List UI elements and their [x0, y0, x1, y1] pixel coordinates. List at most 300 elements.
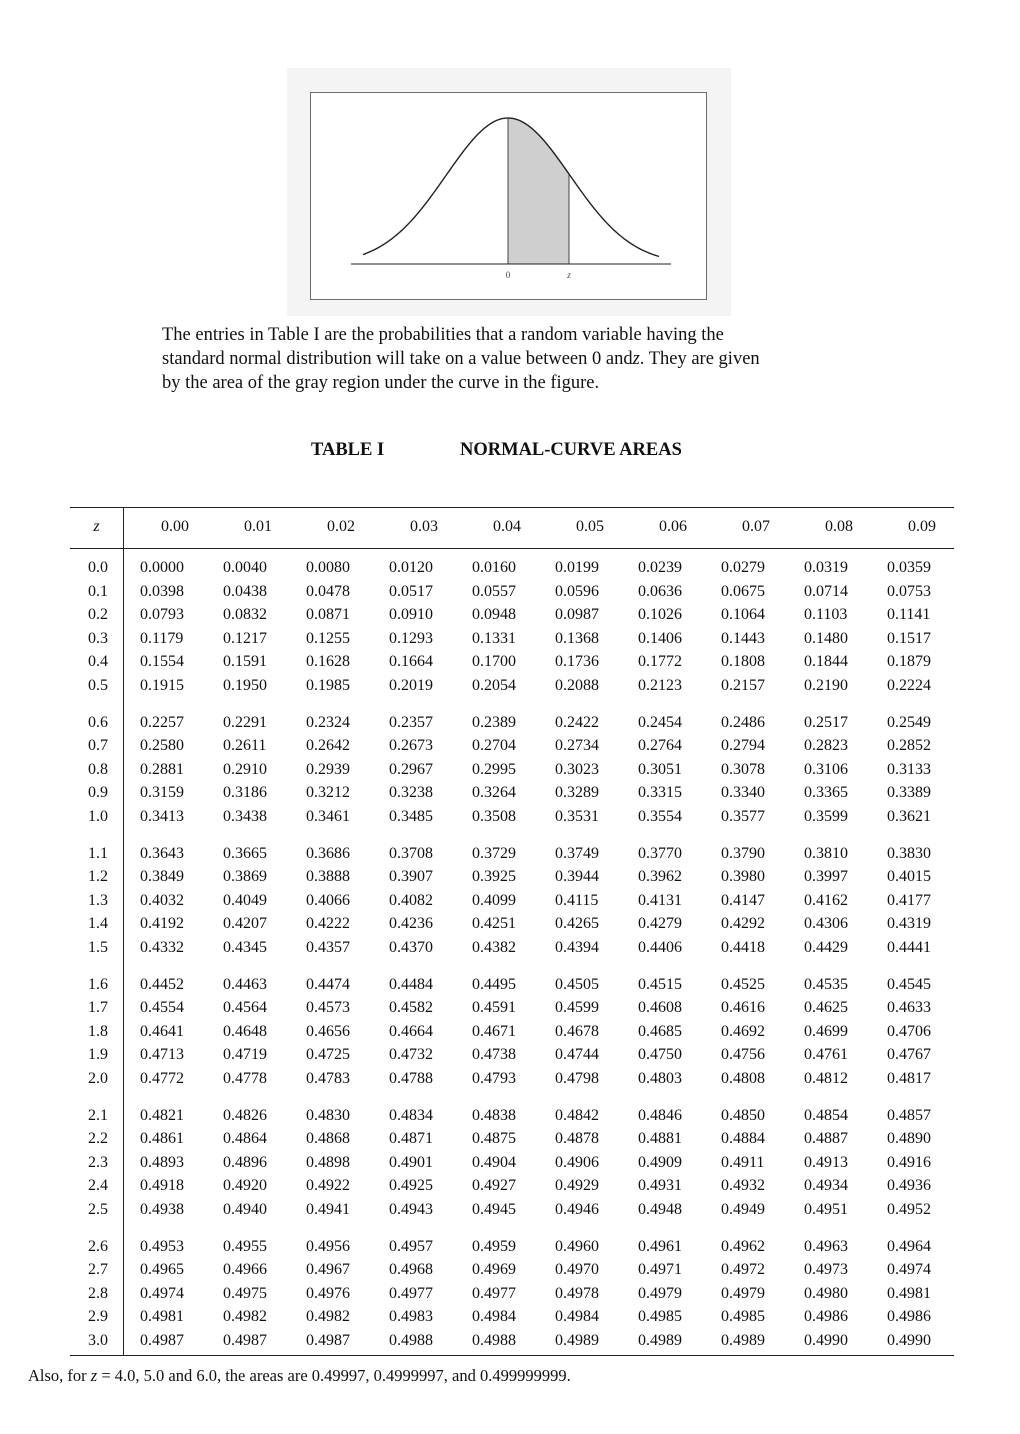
table-cell: 0.3340 — [721, 784, 765, 801]
table-cell: 0.2054 — [472, 676, 516, 694]
table-cell: 0.4664 — [389, 1022, 433, 1040]
row-z-value: 1.5 — [88, 938, 108, 956]
row-z-value: 0.1 — [88, 582, 108, 600]
table-cell: 0.3106 — [804, 760, 848, 778]
table-cell: 0.2910 — [223, 760, 267, 778]
table-cell: 0.4332 — [140, 938, 184, 956]
table-cell: 0.4750 — [638, 1046, 682, 1063]
table-cell: 0.4671 — [472, 1022, 516, 1040]
table-cell: 0.4812 — [804, 1069, 848, 1087]
table-cell: 0.4370 — [389, 938, 433, 956]
row-z-value: 0.7 — [88, 737, 108, 754]
table-cell: 0.1255 — [306, 629, 350, 647]
table-cell: 0.4778 — [223, 1069, 267, 1087]
table-cell: 0.4960 — [555, 1237, 599, 1255]
table-cell: 0.0398 — [140, 582, 184, 600]
table-cell: 0.2389 — [472, 713, 516, 731]
table-cell: 0.3051 — [638, 760, 682, 778]
row-z-value: 0.6 — [88, 713, 108, 731]
table-cell: 0.4692 — [721, 1022, 765, 1040]
table-cell: 0.3212 — [306, 784, 350, 801]
table-cell: 0.1026 — [638, 606, 682, 623]
table-cell: 0.1844 — [804, 653, 848, 670]
row-z-value: 3.0 — [88, 1331, 108, 1349]
table-cell: 0.4713 — [140, 1046, 184, 1063]
table-cell: 0.4970 — [555, 1261, 599, 1278]
table-cell: 0.0040 — [223, 559, 267, 576]
table-cell: 0.4922 — [306, 1177, 350, 1194]
table-cell: 0.0948 — [472, 606, 516, 623]
table-bottom-rule — [70, 1355, 954, 1356]
table-cell: 0.4901 — [389, 1153, 433, 1171]
table-cell: 0.4987 — [140, 1331, 184, 1349]
table-cell: 0.2088 — [555, 676, 599, 694]
table-cell: 0.2852 — [887, 737, 931, 754]
table-cell: 0.1700 — [472, 653, 516, 670]
table-cell: 0.4978 — [555, 1284, 599, 1302]
table-cell: 0.4861 — [140, 1130, 184, 1147]
table-cell: 0.0199 — [555, 559, 599, 576]
table-cell: 0.0000 — [140, 559, 184, 576]
table-cell: 0.4918 — [140, 1177, 184, 1194]
table-cell: 0.4279 — [638, 915, 682, 932]
table-cell: 0.4525 — [721, 975, 765, 993]
table-cell: 0.4793 — [472, 1069, 516, 1087]
table-cell: 0.4989 — [555, 1331, 599, 1349]
table-cell: 0.1879 — [887, 653, 931, 670]
table-cell: 0.4965 — [140, 1261, 184, 1278]
table-cell: 0.3365 — [804, 784, 848, 801]
table-cell: 0.2881 — [140, 760, 184, 778]
table-cell: 0.4909 — [638, 1153, 682, 1171]
table-cell: 0.4868 — [306, 1130, 350, 1147]
table-cell: 0.4982 — [306, 1308, 350, 1325]
table-cell: 0.4979 — [721, 1284, 765, 1302]
table-cell: 0.4878 — [555, 1130, 599, 1147]
table-cell: 0.4685 — [638, 1022, 682, 1040]
table-cell: 0.4916 — [887, 1153, 931, 1171]
table-cell: 0.4573 — [306, 999, 350, 1016]
table-cell: 0.4591 — [472, 999, 516, 1016]
table-cell: 0.3264 — [472, 784, 516, 801]
table-cell: 0.0675 — [721, 582, 765, 600]
row-z-value: 2.0 — [88, 1069, 108, 1087]
table-cell: 0.4988 — [389, 1331, 433, 1349]
table-cell: 0.4803 — [638, 1069, 682, 1087]
table-cell: 0.4936 — [887, 1177, 931, 1194]
table-cell: 0.4738 — [472, 1046, 516, 1063]
table-cell: 0.4927 — [472, 1177, 516, 1194]
table-cell: 0.4975 — [223, 1284, 267, 1302]
table-cell: 0.2611 — [223, 737, 267, 754]
table-cell: 0.1331 — [472, 629, 516, 647]
table-cell: 0.1517 — [887, 629, 931, 647]
table-cell: 0.0793 — [140, 606, 184, 623]
table-cell: 0.3925 — [472, 868, 516, 885]
table-cell: 0.1103 — [804, 606, 848, 623]
footnote-post: = 4.0, 5.0 and 6.0, the areas are 0.49997, 0.4999997, and 0.499999999. — [97, 1366, 571, 1385]
table-cell: 0.1915 — [140, 676, 184, 694]
row-z-value: 2.1 — [88, 1106, 108, 1124]
caption-line-1: The entries in Table I are the probabilities that a random variable having the — [162, 325, 724, 345]
table-cell: 0.3980 — [721, 868, 765, 885]
table-cell: 0.4495 — [472, 975, 516, 993]
table-cell: 0.4854 — [804, 1106, 848, 1124]
table-cell: 0.1628 — [306, 653, 350, 670]
table-cell: 0.1141 — [887, 606, 931, 623]
table-cell: 0.4955 — [223, 1237, 267, 1255]
normal-curve-figure — [310, 92, 707, 300]
table-cell: 0.4608 — [638, 999, 682, 1016]
row-z-value: 0.2 — [88, 606, 108, 623]
table-cell: 0.3577 — [721, 807, 765, 825]
table-cell: 0.2257 — [140, 713, 184, 731]
table-cell: 0.4963 — [804, 1237, 848, 1255]
table-cell: 0.1808 — [721, 653, 765, 670]
table-cell: 0.2357 — [389, 713, 433, 731]
row-z-value: 0.9 — [88, 784, 108, 801]
table-cell: 0.4943 — [389, 1200, 433, 1218]
table-cell: 0.2642 — [306, 737, 350, 754]
table-cell: 0.4115 — [555, 891, 599, 909]
column-header: 0.06 — [659, 518, 687, 535]
table-cell: 0.3508 — [472, 807, 516, 825]
caption-line-3: by the area of the gray region under the curve in the figure. — [162, 373, 600, 393]
table-cell: 0.3869 — [223, 868, 267, 885]
table-cell: 0.2764 — [638, 737, 682, 754]
table-cell: 0.4842 — [555, 1106, 599, 1124]
table-cell: 0.4929 — [555, 1177, 599, 1194]
table-cell: 0.2967 — [389, 760, 433, 778]
table-cell: 0.4474 — [306, 975, 350, 993]
table-cell: 0.3389 — [887, 784, 931, 801]
table-cell: 0.2486 — [721, 713, 765, 731]
table-cell: 0.4983 — [389, 1308, 433, 1325]
table-cell: 0.3729 — [472, 844, 516, 862]
table-cell: 0.1554 — [140, 653, 184, 670]
table-cell: 0.3621 — [887, 807, 931, 825]
table-cell: 0.0557 — [472, 582, 516, 600]
table-cell: 0.4706 — [887, 1022, 931, 1040]
table-cell: 0.4985 — [721, 1308, 765, 1325]
table-cell: 0.4971 — [638, 1261, 682, 1278]
table-cell: 0.1217 — [223, 629, 267, 647]
table-cell: 0.4429 — [804, 938, 848, 956]
table-cell: 0.4949 — [721, 1200, 765, 1218]
table-cell: 0.2019 — [389, 676, 433, 694]
table-cell: 0.4988 — [472, 1331, 516, 1349]
table-header-rule — [70, 548, 954, 549]
table-cell: 0.4976 — [306, 1284, 350, 1302]
table-cell: 0.3643 — [140, 844, 184, 862]
table-cell: 0.4357 — [306, 938, 350, 956]
table-cell: 0.2939 — [306, 760, 350, 778]
table-cell: 0.4846 — [638, 1106, 682, 1124]
table-cell: 0.4699 — [804, 1022, 848, 1040]
row-z-value: 2.7 — [88, 1261, 108, 1278]
table-cell: 0.4974 — [140, 1284, 184, 1302]
table-cell: 0.3686 — [306, 844, 350, 862]
table-cell: 0.1368 — [555, 629, 599, 647]
table-cell: 0.4953 — [140, 1237, 184, 1255]
table-cell: 0.4946 — [555, 1200, 599, 1218]
table-cell: 0.4678 — [555, 1022, 599, 1040]
table-cell: 0.1179 — [140, 629, 184, 647]
table-cell: 0.2673 — [389, 737, 433, 754]
table-cell: 0.3599 — [804, 807, 848, 825]
table-cell: 0.4222 — [306, 915, 350, 932]
table-cell: 0.4641 — [140, 1022, 184, 1040]
table-cell: 0.4932 — [721, 1177, 765, 1194]
caption-line-2-var: z — [632, 349, 640, 369]
table-cell: 0.4875 — [472, 1130, 516, 1147]
table-cell: 0.4850 — [721, 1106, 765, 1124]
table-cell: 0.4761 — [804, 1046, 848, 1063]
table-cell: 0.4484 — [389, 975, 433, 993]
row-z-value: 1.7 — [88, 999, 108, 1016]
z-header: z — [93, 518, 100, 535]
table-cell: 0.0517 — [389, 582, 433, 600]
column-header: 0.02 — [327, 518, 355, 535]
table-top-rule — [70, 507, 954, 508]
table-cell: 0.0987 — [555, 606, 599, 623]
table-cell: 0.4616 — [721, 999, 765, 1016]
table-cell: 0.1443 — [721, 629, 765, 647]
table-cell: 0.4082 — [389, 891, 433, 909]
table-cell: 0.4554 — [140, 999, 184, 1016]
table-cell: 0.4952 — [887, 1200, 931, 1218]
row-z-value: 1.4 — [88, 915, 108, 932]
table-cell: 0.4974 — [887, 1261, 931, 1278]
table-cell: 0.3078 — [721, 760, 765, 778]
table-cell: 0.4951 — [804, 1200, 848, 1218]
table-cell: 0.4826 — [223, 1106, 267, 1124]
row-z-value: 0.4 — [88, 653, 108, 670]
column-header: 0.08 — [825, 518, 853, 535]
table-cell: 0.4177 — [887, 891, 931, 909]
table-cell: 0.4147 — [721, 891, 765, 909]
row-z-value: 1.2 — [88, 868, 108, 885]
table-cell: 0.4656 — [306, 1022, 350, 1040]
table-cell: 0.4772 — [140, 1069, 184, 1087]
table-cell: 0.4015 — [887, 868, 931, 885]
table-cell: 0.2190 — [804, 676, 848, 694]
table-cell: 0.4265 — [555, 915, 599, 932]
table-cell: 0.4394 — [555, 938, 599, 956]
table-cell: 0.3023 — [555, 760, 599, 778]
table-cell: 0.4049 — [223, 891, 267, 909]
table-cell: 0.4515 — [638, 975, 682, 993]
table-cell: 0.3461 — [306, 807, 350, 825]
table-cell: 0.4648 — [223, 1022, 267, 1040]
row-z-value: 1.3 — [88, 891, 108, 909]
footnote — [28, 1366, 571, 1386]
footnote-var: z — [90, 1366, 98, 1385]
table-cell: 0.2422 — [555, 713, 599, 731]
table-cell: 0.4808 — [721, 1069, 765, 1087]
table-cell: 0.3554 — [638, 807, 682, 825]
table-cell: 0.4441 — [887, 938, 931, 956]
table-cell: 0.4505 — [555, 975, 599, 993]
table-cell: 0.4463 — [223, 975, 267, 993]
table-cell: 0.1293 — [389, 629, 433, 647]
row-z-value: 2.8 — [88, 1284, 108, 1302]
table-cell: 0.2291 — [223, 713, 267, 731]
table-cell: 0.4871 — [389, 1130, 433, 1147]
table-cell: 0.4582 — [389, 999, 433, 1016]
table-cell: 0.4838 — [472, 1106, 516, 1124]
table-cell: 0.3413 — [140, 807, 184, 825]
table-cell: 0.4345 — [223, 938, 267, 956]
table-cell: 0.4925 — [389, 1177, 433, 1194]
table-cell: 0.1064 — [721, 606, 765, 623]
table-cell: 0.0910 — [389, 606, 433, 623]
table-cell: 0.4896 — [223, 1153, 267, 1171]
table-cell: 0.3485 — [389, 807, 433, 825]
table-cell: 0.4545 — [887, 975, 931, 993]
table-cell: 0.4977 — [389, 1284, 433, 1302]
table-cell: 0.4911 — [721, 1153, 765, 1171]
table-cell: 0.4981 — [140, 1308, 184, 1325]
table-cell: 0.3438 — [223, 807, 267, 825]
table-cell: 0.4973 — [804, 1261, 848, 1278]
row-z-value: 0.8 — [88, 760, 108, 778]
column-header: 0.05 — [576, 518, 604, 535]
table-cell: 0.0438 — [223, 582, 267, 600]
table-cell: 0.2224 — [887, 676, 931, 694]
table-cell: 0.4032 — [140, 891, 184, 909]
table-cell: 0.4898 — [306, 1153, 350, 1171]
table-cell: 0.0359 — [887, 559, 931, 576]
table-cell: 0.1736 — [555, 653, 599, 670]
table-cell: 0.1985 — [306, 676, 350, 694]
table-cell: 0.4990 — [804, 1331, 848, 1349]
table-cell: 0.1406 — [638, 629, 682, 647]
table-cell: 0.1591 — [223, 653, 267, 670]
table-cell: 0.4319 — [887, 915, 931, 932]
table-cell: 0.4732 — [389, 1046, 433, 1063]
caption-line-2-pre: standard normal distribution will take on a value between 0 and — [162, 349, 633, 369]
table-cell: 0.4985 — [638, 1308, 682, 1325]
table-cell: 0.4857 — [887, 1106, 931, 1124]
table-cell: 0.4207 — [223, 915, 267, 932]
row-z-value: 1.8 — [88, 1022, 108, 1040]
row-z-value: 2.3 — [88, 1153, 108, 1171]
caption — [162, 323, 862, 395]
table-cell: 0.2454 — [638, 713, 682, 731]
table-cell: 0.2995 — [472, 760, 516, 778]
table-cell: 0.3708 — [389, 844, 433, 862]
table-cell: 0.4066 — [306, 891, 350, 909]
table-cell: 0.1664 — [389, 653, 433, 670]
table-cell: 0.4904 — [472, 1153, 516, 1171]
table-cell: 0.1772 — [638, 653, 682, 670]
table-cell: 0.0279 — [721, 559, 765, 576]
table-cell: 0.4893 — [140, 1153, 184, 1171]
table-cell: 0.3289 — [555, 784, 599, 801]
table-cell: 0.0636 — [638, 582, 682, 600]
table-cell: 0.2580 — [140, 737, 184, 754]
table-cell: 0.4959 — [472, 1237, 516, 1255]
table-cell: 0.3770 — [638, 844, 682, 862]
figure-panel — [287, 68, 731, 316]
table-cell: 0.3830 — [887, 844, 931, 862]
table-column-divider — [123, 507, 124, 1355]
table-cell: 0.2794 — [721, 737, 765, 754]
table-cell: 0.2157 — [721, 676, 765, 694]
table-cell: 0.4767 — [887, 1046, 931, 1063]
table-cell: 0.4972 — [721, 1261, 765, 1278]
table-cell: 0.4957 — [389, 1237, 433, 1255]
table-cell: 0.4719 — [223, 1046, 267, 1063]
table-cell: 0.4967 — [306, 1261, 350, 1278]
table-cell: 0.4913 — [804, 1153, 848, 1171]
table-cell: 0.4989 — [721, 1331, 765, 1349]
table-cell: 0.4948 — [638, 1200, 682, 1218]
table-cell: 0.4977 — [472, 1284, 516, 1302]
label-zero: 0 — [505, 270, 511, 280]
table-cell: 0.4821 — [140, 1106, 184, 1124]
table-cell: 0.4418 — [721, 938, 765, 956]
table-cell: 0.4625 — [804, 999, 848, 1016]
table-cell: 0.4890 — [887, 1130, 931, 1147]
table-cell: 0.4564 — [223, 999, 267, 1016]
table-cell: 0.3531 — [555, 807, 599, 825]
table-cell: 0.3907 — [389, 868, 433, 885]
table-cell: 0.4987 — [306, 1331, 350, 1349]
table-title: TABLE I — [311, 440, 385, 460]
table-cell: 0.4989 — [638, 1331, 682, 1349]
table-cell: 0.3888 — [306, 868, 350, 885]
table-cell: 0.0239 — [638, 559, 682, 576]
table-cell: 0.3944 — [555, 868, 599, 885]
column-header: 0.00 — [161, 518, 189, 535]
column-header: 0.01 — [244, 518, 272, 535]
table-cell: 0.3186 — [223, 784, 267, 801]
table-cell: 0.0596 — [555, 582, 599, 600]
row-z-value: 1.9 — [88, 1046, 108, 1063]
table-cell: 0.0832 — [223, 606, 267, 623]
row-z-value: 1.0 — [88, 807, 108, 825]
table-cell: 0.4931 — [638, 1177, 682, 1194]
table-cell: 0.4798 — [555, 1069, 599, 1087]
table-cell: 0.4934 — [804, 1177, 848, 1194]
table-cell: 0.0120 — [389, 559, 433, 576]
table-cell: 0.4725 — [306, 1046, 350, 1063]
column-header: 0.07 — [742, 518, 770, 535]
table-cell: 0.4984 — [472, 1308, 516, 1325]
table-cell: 0.4236 — [389, 915, 433, 932]
table-cell: 0.3962 — [638, 868, 682, 885]
table-cell: 0.0714 — [804, 582, 848, 600]
table-cell: 0.4980 — [804, 1284, 848, 1302]
table-cell: 0.2549 — [887, 713, 931, 731]
row-z-value: 1.1 — [88, 844, 108, 862]
table-cell: 0.2123 — [638, 676, 682, 694]
table-cell: 0.4830 — [306, 1106, 350, 1124]
table-cell: 0.4887 — [804, 1130, 848, 1147]
table-cell: 0.3315 — [638, 784, 682, 801]
footnote-pre: Also, for — [28, 1366, 91, 1385]
table-cell: 0.4906 — [555, 1153, 599, 1171]
table-cell: 0.4961 — [638, 1237, 682, 1255]
table-cell: 0.4251 — [472, 915, 516, 932]
table-cell: 0.4940 — [223, 1200, 267, 1218]
table-cell: 0.2823 — [804, 737, 848, 754]
row-z-value: 0.0 — [88, 559, 108, 576]
table-cell: 0.2517 — [804, 713, 848, 731]
table-cell: 0.4744 — [555, 1046, 599, 1063]
